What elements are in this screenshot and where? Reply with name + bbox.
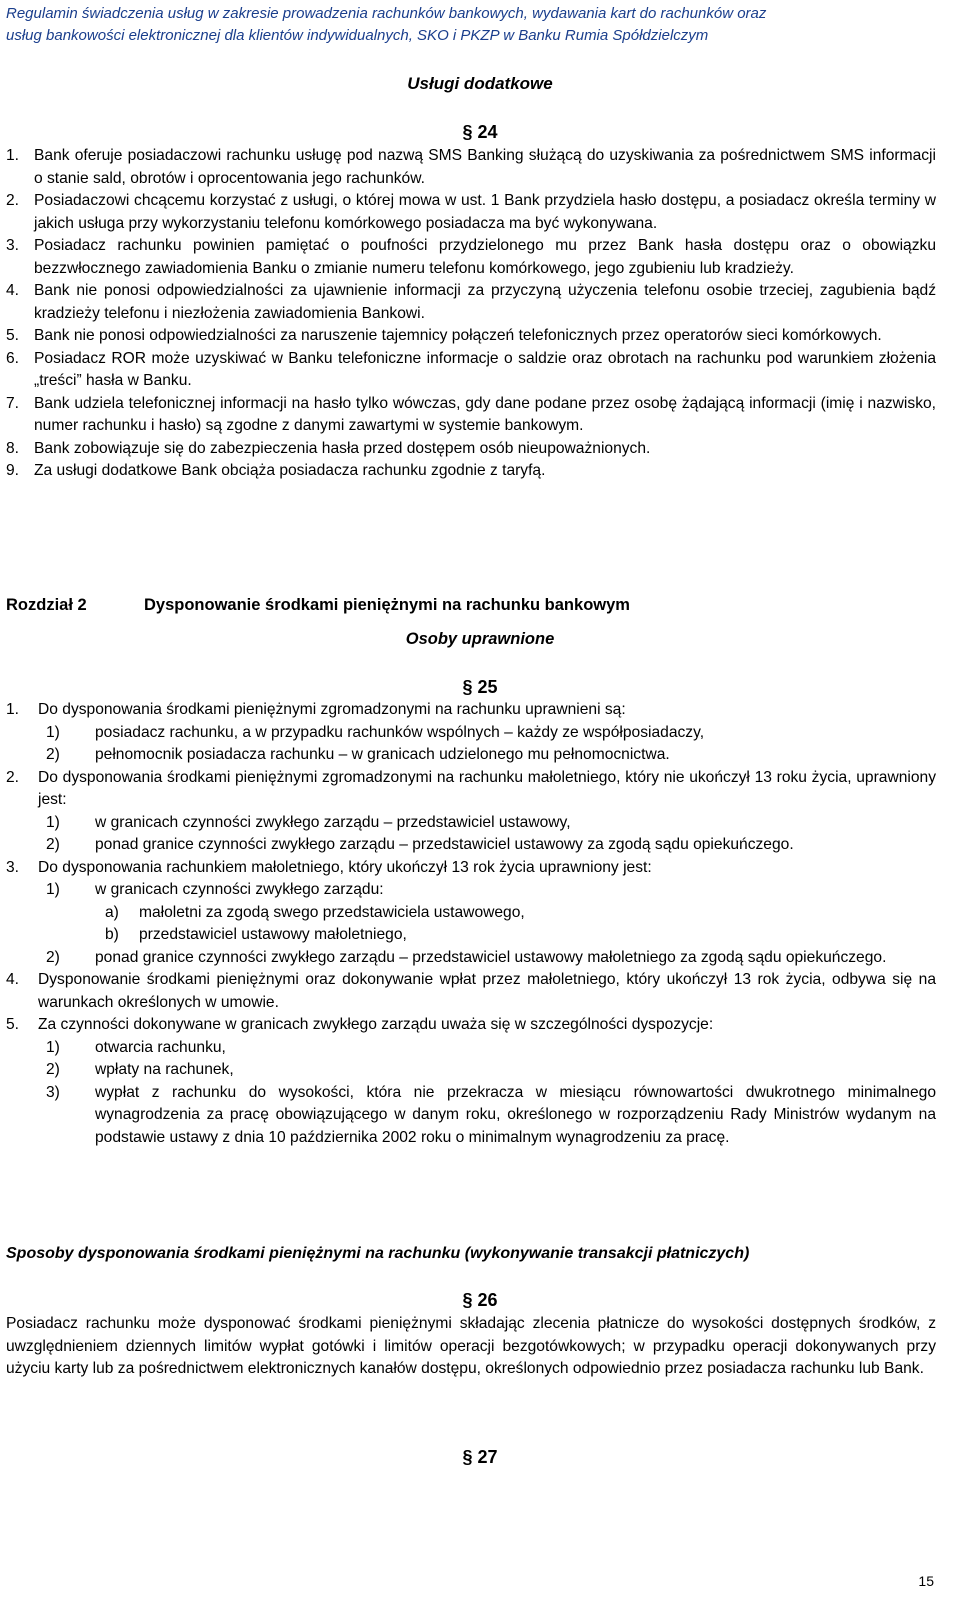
list-item: 5. Za czynności dokonywane w granicach zwykłego zarządu uważa się w szczególności dyspozycje: [6, 1016, 714, 1033]
list-item: 8. Bank zobowiązuje się do zabezpieczenia hasła przed dostępem osób nieupoważnionych. [6, 439, 651, 457]
list-item: 4. Dysponowanie środkami pieniężnymi oraz dokonywanie wpłat przez małoletniego, który ukończył 13 rok życia, odbywa się na warunkach określonych w umowie. [6, 971, 936, 1011]
list-item: 2. Posiadaczowi chcącemu korzystać z usługi, o której mowa w ust. 1 Bank przydziela hasło dostępu, a posiadacz określa terminy w jakich usługa przy wykorzystaniu telefonu komórkowego posiadacza ma być wykonywana. [6, 192, 936, 232]
page-number: 15 [918, 1573, 934, 1589]
subsection-title: Osoby uprawnione [405, 630, 555, 648]
paragraph-24-body [6, 145, 936, 483]
header-line-1: Regulamin świadczenia usług w zakresie prowadzenia rachunków bankowych, wydawania kart do rachunków oraz [6, 5, 767, 22]
section-2-title: Sposoby dysponowania środkami pieniężnymi na rachunku (wykonywanie transakcji płatniczych) [6, 1245, 750, 1262]
list-item: 3. Do dysponowania rachunkiem małoletniego, który ukończył 13 rok życia uprawniony jest: [6, 858, 652, 876]
sub-sub-list-item: a) małoletni za zgodą swego przedstawiciela ustawowego, [105, 903, 525, 921]
chapter-heading [6, 596, 946, 615]
sub-list-item: 2) ponad granice czynności zwykłego zarządu – przedstawiciel ustawowy za zgodą sądu opiekuńczego. [46, 836, 794, 853]
sub-list-item: 1) otwarcia rachunku, [46, 1038, 226, 1056]
list-item: 9. Za usługi dodatkowe Bank obciąża posiadacza rachunku zgodnie z taryfą. [6, 462, 546, 479]
sub-list-item: 3) wypłat z rachunku do wysokości, która nie przekracza w miesiącu równowartości dwukrotnego minimalnego wynagrodzenia za pracę obowiązującego w danym roku, określonego w rozporządzeniu Rady Ministrów wydanym na podstawie ustawy z dnia 10 października 2002 roku o minimalnym wynagrodzeniu za pracę. [46, 1083, 936, 1146]
list-item: 1. Do dysponowania środkami pieniężnymi zgromadzonymi na rachunku uprawnieni są: [6, 701, 626, 718]
section-title: Usługi dodatkowe [407, 74, 553, 93]
paragraph-number-26: § 26 [462, 1290, 498, 1310]
sub-list-item: 2) ponad granice czynności zwykłego zarządu – przedstawiciel ustawowy małoletniego za zgodą sądu opiekuńczego. [46, 948, 887, 966]
running-header [6, 3, 956, 47]
list-item: 4. Bank nie ponosi odpowiedzialności za ujawnienie informacji za przyczyną użyczenia telefonu osobie trzeciej, zagubienia bądź kradzieży telefonu i niezłożenia zawiadomienia Bankowi. [6, 282, 936, 322]
paragraph-number-27: § 27 [462, 1447, 498, 1467]
sub-list-item: 2) wpłaty na rachunek, [46, 1061, 234, 1078]
list-item: 6. Posiadacz ROR może uzyskiwać w Banku telefoniczne informacje o saldzie oraz obrotach na rachunku pod warunkiem złożenia „treści” hasła w Banku. [6, 349, 936, 389]
list-item: 7. Bank udziela telefonicznej informacji na hasło tylko wówczas, gdy dane podane przez osobę żądającą informacji (imię i nazwisko, numer rachunku i hasło) są zgodne z danymi zawartymi w systemie bankowym. [6, 394, 936, 434]
chapter-title: Dysponowanie środkami pieniężnymi na rachunku bankowym [144, 596, 630, 614]
sub-sub-list-item: b) przedstawiciel ustawowy małoletniego, [105, 926, 407, 943]
list-item: 3. Posiadacz rachunku powinien pamiętać o poufności przydzielonego mu przez Bank hasła dostępu oraz o obowiązku bezzwłocznego zawiadomienia Banku o zmianie numeru telefonu komórkowego, jego zgubieniu lub kradzieży. [6, 237, 936, 277]
list-item: 5. Bank nie ponosi odpowiedzialności za naruszenie tajemnicy połączeń telefonicznych przez operatorów sieci komórkowych. [6, 327, 882, 344]
list-item: 1. Bank oferuje posiadaczowi rachunku usługę pod nazwą SMS Banking służącą do uzyskiwania za pośrednictwem SMS informacji o stanie sald, obrotów i oprocentowania jego rachunków. [6, 147, 936, 187]
sub-list-item: 2) pełnomocnik posiadacza rachunku – w granicach udzielonego mu pełnomocnictwa. [46, 746, 670, 763]
header-line-2: usług bankowości elektronicznej dla klientów indywidualnych, SKO i PKZP w Banku Rumia Spółdzielczym [6, 27, 709, 44]
sub-list-item: 1) w granicach czynności zwykłego zarządu: [46, 881, 384, 898]
sub-list-item: 1) w granicach czynności zwykłego zarządu – przedstawiciel ustawowy, [46, 813, 571, 831]
paragraph-25-body [6, 699, 936, 1149]
chapter-label: Rozdział 2 [6, 596, 87, 614]
paragraph-26-body: Posiadacz rachunku może dysponować środkami pieniężnymi składając zlecenia płatnicze do wysokości dostępnych środków, z uwzględnieniem dziennych limitów wypłat gotówki i limitów operacji bezgotówkowych; w przypadku operacji dokonywanych przy użyciu karty lub za pośrednictwem elektronicznych kanałów dostępu, określonych odpowiednio przez posiadacza rachunku lub Bank. [6, 1315, 936, 1377]
paragraph-number-24: § 24 [462, 122, 498, 142]
paragraph-number-25: § 25 [462, 677, 498, 697]
list-item: 2. Do dysponowania środkami pieniężnymi zgromadzonymi na rachunku małoletniego, który nie ukończył 13 roku życia, uprawniony jest: [6, 768, 936, 808]
sub-list-item: 1) posiadacz rachunku, a w przypadku rachunków wspólnych – każdy ze współposiadaczy, [46, 723, 705, 741]
